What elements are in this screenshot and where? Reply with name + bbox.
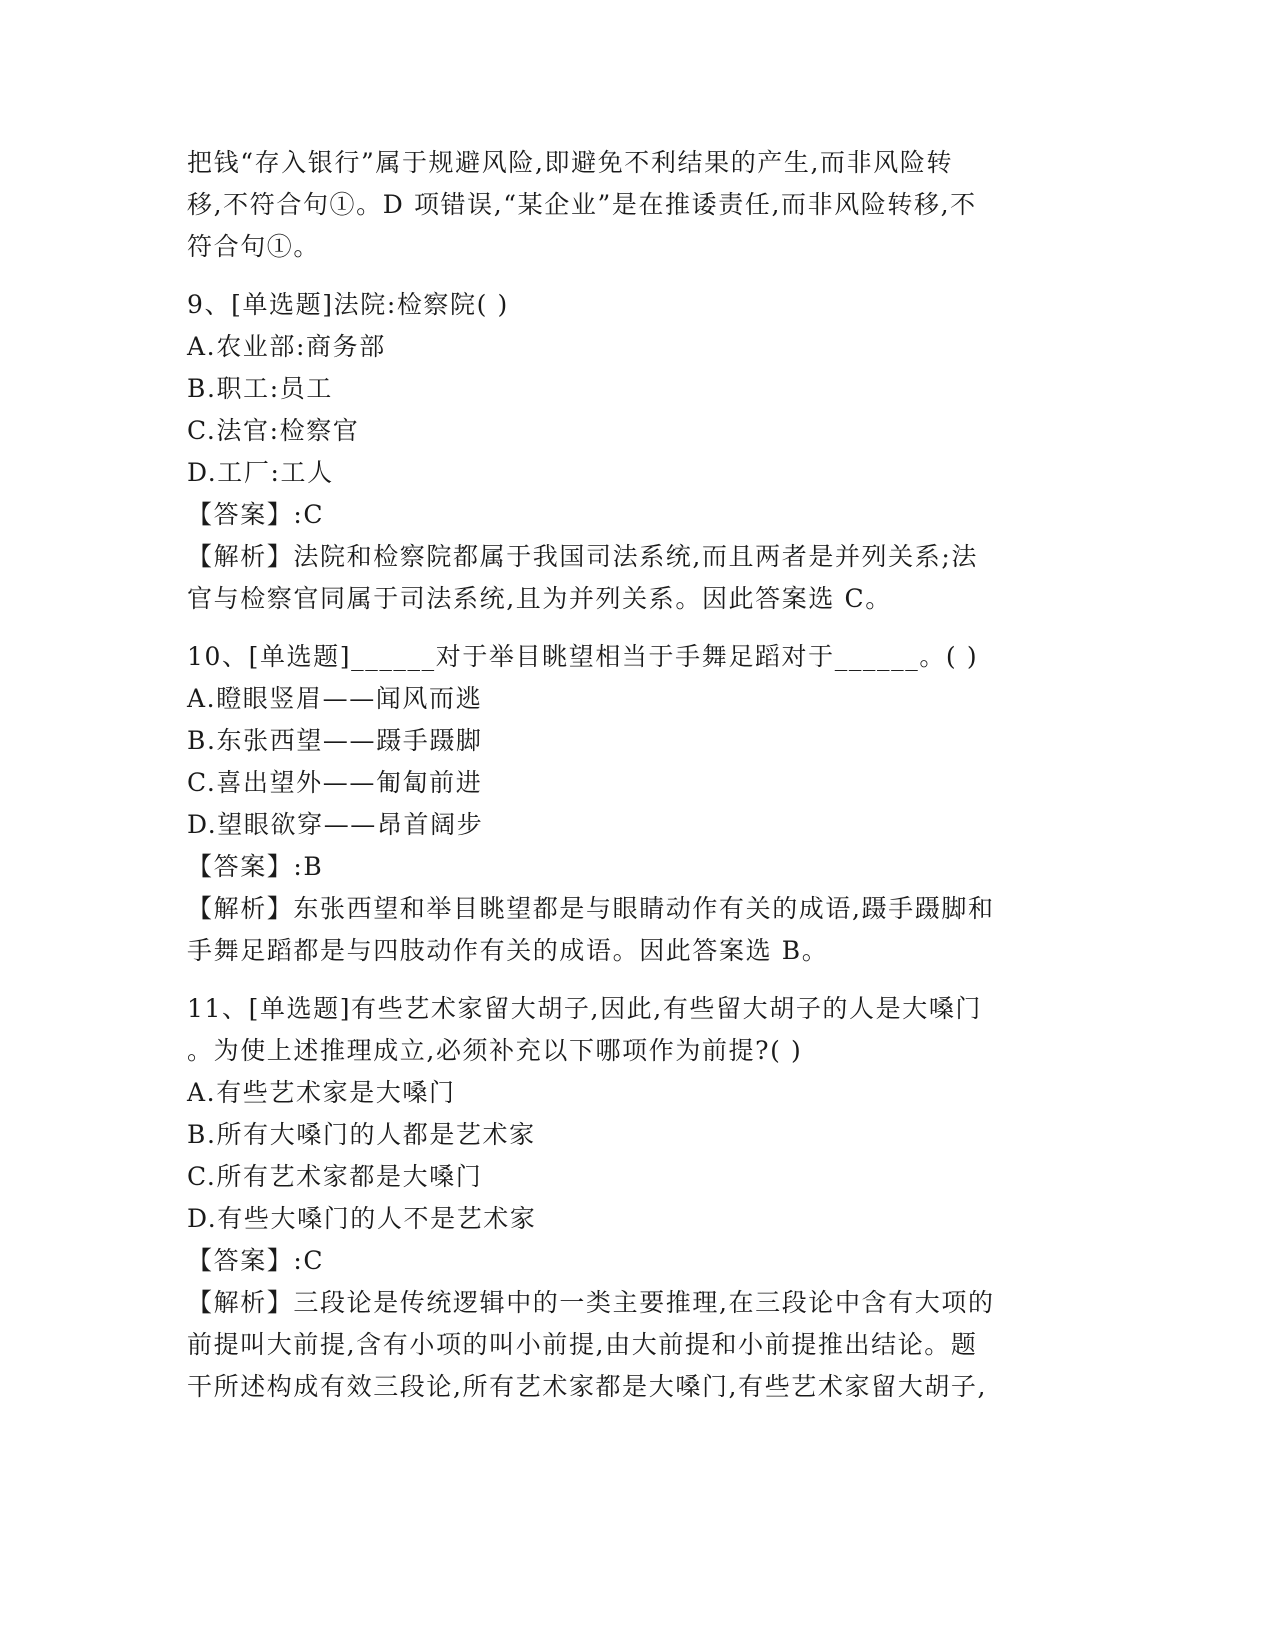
q11-stem-line-1: 11、[单选题]有些艺术家留大胡子,因此,有些留大胡子的人是大嗓门 bbox=[187, 994, 983, 1023]
q11-answer: 【答案】:C bbox=[187, 1246, 325, 1275]
q9-answer: 【答案】:C bbox=[187, 500, 325, 529]
q11-option-a: A.有些艺术家是大嗓门 bbox=[187, 1078, 456, 1107]
q10-option-d: D.望眼欲穿——昂首阔步 bbox=[187, 810, 484, 839]
q10-answer: 【答案】:B bbox=[187, 852, 324, 881]
q10-analysis-line-1: 【解析】东张西望和举目眺望都是与眼睛动作有关的成语,蹑手蹑脚和 bbox=[187, 894, 995, 923]
q10-option-c: C.喜出望外——匍匐前进 bbox=[187, 768, 483, 797]
q10-stem: 10、[单选题]______对于举目眺望相当于手舞足蹈对于______。( ) bbox=[187, 642, 979, 671]
q11-analysis-line-3: 干所述构成有效三段论,所有艺术家都是大嗓门,有些艺术家留大胡子, bbox=[187, 1372, 988, 1401]
intro-line-2: 移,不符合句①。D 项错误,“某企业”是在推诿责任,而非风险转移,不 bbox=[187, 190, 977, 219]
q11-stem-line-2: 。为使上述推理成立,必须补充以下哪项作为前提?( ) bbox=[187, 1036, 803, 1065]
q9-stem: 9、[单选题]法院:检察院( ) bbox=[187, 290, 509, 319]
intro-line-3: 符合句①。 bbox=[187, 232, 321, 261]
q11-option-b: B.所有大嗓门的人都是艺术家 bbox=[187, 1120, 536, 1149]
q11-option-d: D.有些大嗓门的人不是艺术家 bbox=[187, 1204, 537, 1233]
q9-option-c: C.法官:检察官 bbox=[187, 416, 360, 445]
q11-analysis-line-2: 前提叫大前提,含有小项的叫小前提,由大前提和小前提推出结论。题 bbox=[187, 1330, 978, 1359]
q9-option-a: A.农业部:商务部 bbox=[187, 332, 386, 361]
intro-line-1: 把钱“存入银行”属于规避风险,即避免不利结果的产生,而非风险转 bbox=[187, 148, 954, 177]
q10-option-b: B.东张西望——蹑手蹑脚 bbox=[187, 726, 483, 755]
q9-option-b: B.职工:员工 bbox=[187, 374, 333, 403]
q9-option-d: D.工厂:工人 bbox=[187, 458, 334, 487]
q11-analysis-line-1: 【解析】三段论是传统逻辑中的一类主要推理,在三段论中含有大项的 bbox=[187, 1288, 995, 1317]
q9-analysis-line-1: 【解析】法院和检察院都属于我国司法系统,而且两者是并列关系;法 bbox=[187, 542, 978, 571]
q10-analysis-line-2: 手舞足蹈都是与四肢动作有关的成语。因此答案选 B。 bbox=[187, 936, 829, 965]
q10-option-a: A.瞪眼竖眉——闻风而逃 bbox=[187, 684, 483, 713]
q11-option-c: C.所有艺术家都是大嗓门 bbox=[187, 1162, 483, 1191]
q9-analysis-line-2: 官与检察官同属于司法系统,且为并列关系。因此答案选 C。 bbox=[187, 584, 892, 613]
